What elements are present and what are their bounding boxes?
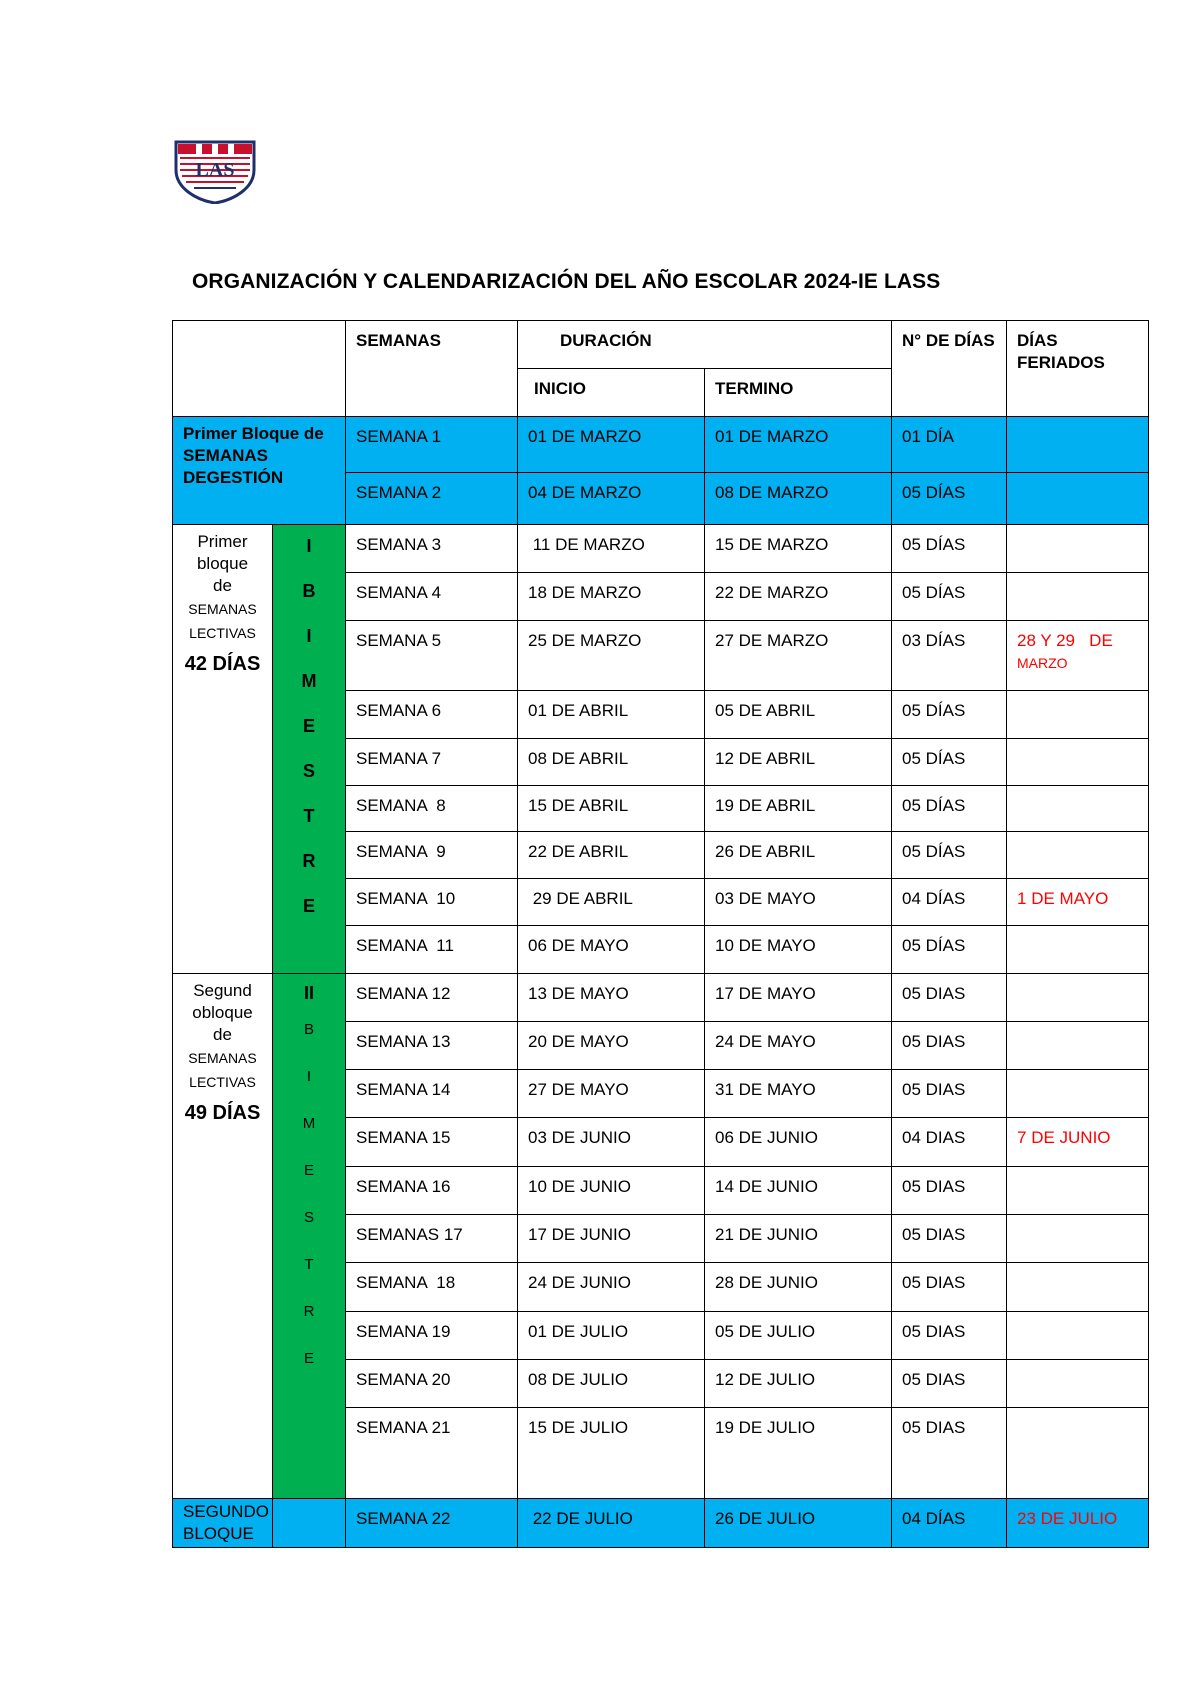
inicio-cell: 08 DE ABRIL [518,739,705,786]
block1-label [173,525,273,974]
inicio-cell: 15 DE ABRIL [518,786,705,832]
dias-cell: 03 DÍAS [892,621,1007,691]
dias-cell: 05 DÍAS [892,573,1007,621]
block1-line4: SEMANAS [188,601,257,617]
bimestre2-letter: E [303,1350,314,1367]
block1-line5: LECTIVAS [189,625,256,641]
termino-cell: 31 DE MAYO [705,1070,892,1118]
table-row [173,525,1149,573]
feriado-cell [1007,417,1149,473]
inicio-cell: 22 DE ABRIL [518,832,705,879]
feriado-cell [1007,739,1149,786]
header-row [173,321,1149,369]
dias-cell: 01 DÍA [892,417,1007,473]
semana-cell: SEMANA 13 [346,1022,518,1070]
semana-cell: SEMANA 22 [346,1499,518,1548]
header-inicio: INICIO [518,369,705,417]
block-gestion-label: Primer Bloque de SEMANAS DEGESTIÓN [173,417,346,525]
semana-cell: SEMANA 6 [346,691,518,739]
termino-cell: 05 DE ABRIL [705,691,892,739]
inicio-cell: 01 DE ABRIL [518,691,705,739]
dias-cell: 05 DIAS [892,1360,1007,1408]
dias-cell: 05 DIAS [892,1167,1007,1215]
termino-cell: 17 DE MAYO [705,974,892,1022]
semana-cell: SEMANA 8 [346,786,518,832]
inicio-cell: 22 DE JULIO [518,1499,705,1548]
dias-cell: 04 DIAS [892,1118,1007,1167]
semana-cell: SEMANA 5 [346,621,518,691]
feriado-cell [1007,1070,1149,1118]
school-shield-logo-icon [172,140,258,204]
svg-text:LAS: LAS [195,159,235,181]
termino-cell: 19 DE ABRIL [705,786,892,832]
feriado-cell: 7 DE JUNIO [1007,1118,1149,1167]
header-n-dias: N° DE DÍAS [892,321,1007,417]
inicio-cell: 04 DE MARZO [518,473,705,525]
termino-cell: 27 DE MARZO [705,621,892,691]
feriado-cell [1007,926,1149,974]
bimestre1-letter: R [302,851,316,871]
semana-cell: SEMANA 18 [346,1263,518,1312]
bimestre2-letter: M [302,1115,316,1132]
semana-cell: SEMANA 10 [346,879,518,926]
feriado-cell [1007,832,1149,879]
termino-cell: 15 DE MARZO [705,525,892,573]
inicio-cell: 01 DE MARZO [518,417,705,473]
inicio-cell: 10 DE JUNIO [518,1167,705,1215]
semana-cell: SEMANA 9 [346,832,518,879]
header-semanas: SEMANAS [346,321,518,417]
termino-cell: 19 DE JULIO [705,1408,892,1499]
dias-cell: 05 DIAS [892,1215,1007,1263]
table-row [173,417,1149,473]
termino-cell: 28 DE JUNIO [705,1263,892,1312]
block1-line1: Primer [197,532,248,551]
feriado-cell [1007,1167,1149,1215]
table-row [173,1499,1149,1548]
block1-line2: bloque [196,554,249,573]
feriado-cell [1007,573,1149,621]
semana-cell: SEMANA 3 [346,525,518,573]
termino-cell: 01 DE MARZO [705,417,892,473]
bimestre1-letter: I [306,626,312,646]
block2-line1: Segund [193,981,252,1000]
inicio-cell: 17 DE JUNIO [518,1215,705,1263]
inicio-cell: 11 DE MARZO [518,525,705,573]
inicio-cell: 06 DE MAYO [518,926,705,974]
dias-cell: 05 DÍAS [892,786,1007,832]
bimestre1-letter: S [302,761,315,781]
termino-cell: 14 DE JUNIO [705,1167,892,1215]
feriado-cell: 23 DE JULIO [1007,1499,1149,1548]
block2-line2: obloque [192,1003,253,1022]
inicio-cell: 25 DE MARZO [518,621,705,691]
table-row [173,974,1149,1022]
bimestre2-letter: E [303,1162,314,1179]
semana-cell: SEMANA 20 [346,1360,518,1408]
dias-cell: 05 DIAS [892,1022,1007,1070]
dias-cell: 05 DIAS [892,1070,1007,1118]
bimestre1-letter: I [306,536,312,556]
feriado-line2: MARZO [1017,655,1068,671]
termino-cell: 21 DE JUNIO [705,1215,892,1263]
inicio-cell: 13 DE MAYO [518,974,705,1022]
dias-cell: 05 DÍAS [892,739,1007,786]
semana-cell: SEMANA 4 [346,573,518,621]
bimestre2-letter: I [306,1068,312,1085]
bimestre2-letter: S [303,1209,314,1226]
semana-cell: SEMANA 14 [346,1070,518,1118]
block1-days: 42 DÍAS [184,653,261,675]
calendar-table [172,320,1149,1548]
block3-line1: SEGUNDO [183,1502,269,1521]
inicio-cell: 29 DE ABRIL [518,879,705,926]
page-title: ORGANIZACIÓN Y CALENDARIZACIÓN DEL AÑO ESCOLAR 2024-IE LASS [192,270,941,293]
dias-cell: 05 DÍAS [892,525,1007,573]
dias-cell: 05 DÍAS [892,691,1007,739]
feriado-cell [1007,621,1149,691]
dias-cell: 05 DÍAS [892,926,1007,974]
bimestre2-letter: R [303,1303,315,1320]
semana-cell: SEMANA 7 [346,739,518,786]
bimestre2-letter: II [303,983,314,1003]
semana-cell: SEMANA 15 [346,1118,518,1167]
feriado-cell [1007,525,1149,573]
dias-cell: 05 DIAS [892,1408,1007,1499]
semana-cell: SEMANA 1 [346,417,518,473]
feriado-cell [1007,786,1149,832]
inicio-cell: 27 DE MAYO [518,1070,705,1118]
termino-cell: 26 DE ABRIL [705,832,892,879]
block2-line4: SEMANAS [188,1050,257,1066]
inicio-cell: 01 DE JULIO [518,1312,705,1360]
bimestre1-letter: E [302,896,315,916]
bimestre2-band [273,974,346,1499]
header-termino: TERMINO [705,369,892,417]
bimestre2-letter: T [304,1256,314,1273]
semana-cell: SEMANA 19 [346,1312,518,1360]
semana-cell: SEMANA 16 [346,1167,518,1215]
termino-cell: 26 DE JULIO [705,1499,892,1548]
block2-line3: de [213,1025,232,1044]
feriado-line1: 28 Y 29 DE [1017,631,1113,650]
inicio-cell: 20 DE MAYO [518,1022,705,1070]
bimestre2-letter: B [303,1021,314,1038]
bimestre1-letter: T [303,806,315,826]
block3-band [273,1499,346,1548]
feriado-cell [1007,473,1149,525]
dias-cell: 05 DIAS [892,974,1007,1022]
bimestre1-letter: B [302,581,316,601]
inicio-cell: 08 DE JULIO [518,1360,705,1408]
termino-cell: 08 DE MARZO [705,473,892,525]
bimestre1-band [273,525,346,974]
feriado-cell [1007,1022,1149,1070]
header-feriados: DÍAS FERIADOS [1007,321,1149,417]
termino-cell: 10 DE MAYO [705,926,892,974]
inicio-cell: 15 DE JULIO [518,1408,705,1499]
semana-cell: SEMANA 11 [346,926,518,974]
feriado-cell [1007,974,1149,1022]
feriado-cell [1007,1360,1149,1408]
feriado-cell: 1 DE MAYO [1007,879,1149,926]
inicio-cell: 03 DE JUNIO [518,1118,705,1167]
inicio-cell: 24 DE JUNIO [518,1263,705,1312]
feriado-cell [1007,1408,1149,1499]
termino-cell: 03 DE MAYO [705,879,892,926]
termino-cell: 06 DE JUNIO [705,1118,892,1167]
dias-cell: 04 DÍAS [892,879,1007,926]
termino-cell: 05 DE JULIO [705,1312,892,1360]
semana-cell: SEMANAS 17 [346,1215,518,1263]
bimestre1-letter: E [302,716,315,736]
inicio-cell: 18 DE MARZO [518,573,705,621]
termino-cell: 12 DE ABRIL [705,739,892,786]
termino-cell: 24 DE MAYO [705,1022,892,1070]
header-duracion: DURACIÓN [518,321,892,369]
feriado-cell [1007,1215,1149,1263]
block2-days: 49 DÍAS [184,1102,261,1124]
dias-cell: 05 DÍAS [892,473,1007,525]
dias-cell: 05 DIAS [892,1263,1007,1312]
semana-cell: SEMANA 12 [346,974,518,1022]
feriado-cell [1007,691,1149,739]
header-empty-cell [173,321,346,417]
block3-line2: BLOQUE [183,1524,254,1543]
semana-cell: SEMANA 21 [346,1408,518,1499]
dias-cell: 05 DIAS [892,1312,1007,1360]
block2-line5: LECTIVAS [189,1074,256,1090]
termino-cell: 22 DE MARZO [705,573,892,621]
dias-cell: 04 DÍAS [892,1499,1007,1548]
termino-cell: 12 DE JULIO [705,1360,892,1408]
block2-label [173,974,273,1499]
feriado-cell [1007,1263,1149,1312]
block1-line3: de [213,576,232,595]
feriado-cell [1007,1312,1149,1360]
dias-cell: 05 DÍAS [892,832,1007,879]
block3-label [173,1499,273,1548]
semana-cell: SEMANA 2 [346,473,518,525]
bimestre1-letter: M [301,671,317,691]
